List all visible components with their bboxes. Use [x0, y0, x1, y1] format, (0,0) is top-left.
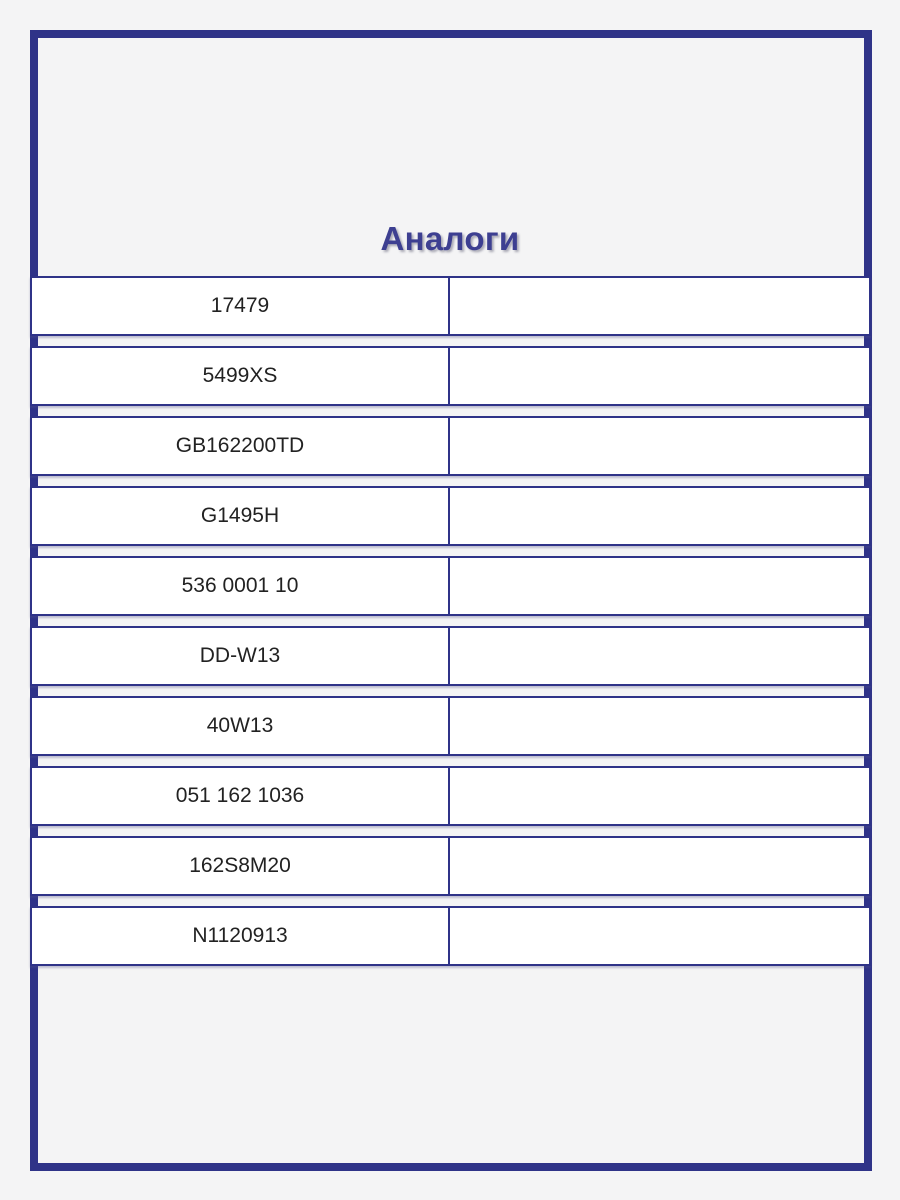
- row-divider-mark: [30, 411, 35, 416]
- value-cell: [450, 346, 871, 406]
- code-cell: 051 162 1036: [30, 766, 450, 826]
- row-divider-mark: [30, 621, 35, 626]
- table-row: [30, 906, 871, 966]
- code-cell: N1120913: [30, 906, 450, 966]
- code-cell: 5499XS: [30, 346, 450, 406]
- row-divider-mark: [866, 551, 871, 556]
- row-divider-mark: [30, 761, 35, 766]
- row-divider-mark: [866, 621, 871, 626]
- code-cell: 40W13: [30, 696, 450, 756]
- value-cell: [450, 836, 871, 896]
- row-divider-mark: [866, 831, 871, 836]
- analogs-table: [30, 276, 871, 966]
- row-divider-mark: [866, 481, 871, 486]
- table-row: [30, 346, 871, 406]
- table-row: [30, 626, 871, 686]
- code-cell: 162S8M20: [30, 836, 450, 896]
- code-cell: 536 0001 10: [30, 556, 450, 616]
- code-cell: DD-W13: [30, 626, 450, 686]
- row-divider-mark: [30, 901, 35, 906]
- code-cell: GB162200TD: [30, 416, 450, 476]
- table-row: [30, 836, 871, 896]
- value-cell: [450, 696, 871, 756]
- code-cell: 17479: [30, 276, 450, 336]
- row-divider-mark: [866, 691, 871, 696]
- value-cell: [450, 766, 871, 826]
- row-divider-mark: [30, 481, 35, 486]
- value-cell: [450, 276, 871, 336]
- table-row: [30, 276, 871, 336]
- page-title: Аналоги: [380, 220, 520, 257]
- row-divider-mark: [30, 831, 35, 836]
- table-row: [30, 766, 871, 826]
- row-divider-mark: [30, 341, 35, 346]
- code-cell: G1495H: [30, 486, 450, 546]
- value-cell: [450, 626, 871, 686]
- value-cell: [450, 556, 871, 616]
- value-cell: [450, 486, 871, 546]
- value-cell: [450, 416, 871, 476]
- row-divider-mark: [866, 901, 871, 906]
- row-divider-mark: [866, 761, 871, 766]
- row-divider-mark: [30, 691, 35, 696]
- table-row: [30, 556, 871, 616]
- table-row: [30, 696, 871, 756]
- table-row: [30, 416, 871, 476]
- row-divider-mark: [866, 411, 871, 416]
- row-divider-mark: [30, 551, 35, 556]
- table-row: [30, 486, 871, 546]
- value-cell: [450, 906, 871, 966]
- row-divider-mark: [866, 341, 871, 346]
